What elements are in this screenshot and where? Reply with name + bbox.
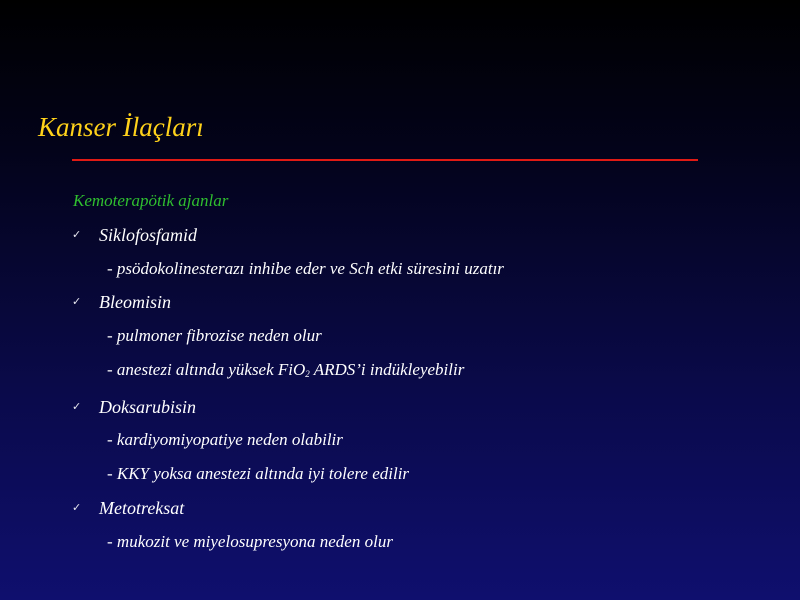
drug-name: Metotreksat <box>99 498 185 518</box>
drug-detail-text: ARDS’i indükleyebilir <box>309 360 465 379</box>
checkmark-icon: ✓ <box>72 401 82 413</box>
drug-detail: - KKY yoksa anestezi altında iyi tolere edilir <box>107 464 410 483</box>
checkmark-icon: ✓ <box>72 502 82 514</box>
slide-title: Kanser İlaçları <box>38 112 204 142</box>
drug-detail: - psödokolinesterazı inhibe eder ve Sch etki süresini uzatır <box>107 259 504 278</box>
drug-name: Bleomisin <box>99 292 171 312</box>
drug-detail-text: - anestezi altında yüksek FiO <box>107 360 306 379</box>
drug-detail <box>107 359 464 385</box>
title-divider <box>72 159 698 161</box>
drug-name: Siklofosfamid <box>99 225 197 245</box>
drug-detail: - mukozit ve miyelosupresyona neden olur <box>107 532 393 551</box>
subscript: 2 <box>305 369 310 379</box>
checkmark-icon: ✓ <box>72 229 82 241</box>
section-subtitle: Kemoterapötik ajanlar <box>73 191 229 210</box>
checkmark-icon: ✓ <box>72 296 82 308</box>
drug-detail: - kardiyomiyopatiye neden olabilir <box>107 430 343 449</box>
drug-detail: - pulmoner fibrozise neden olur <box>107 326 322 345</box>
drug-name: Doksarubisin <box>99 397 197 417</box>
